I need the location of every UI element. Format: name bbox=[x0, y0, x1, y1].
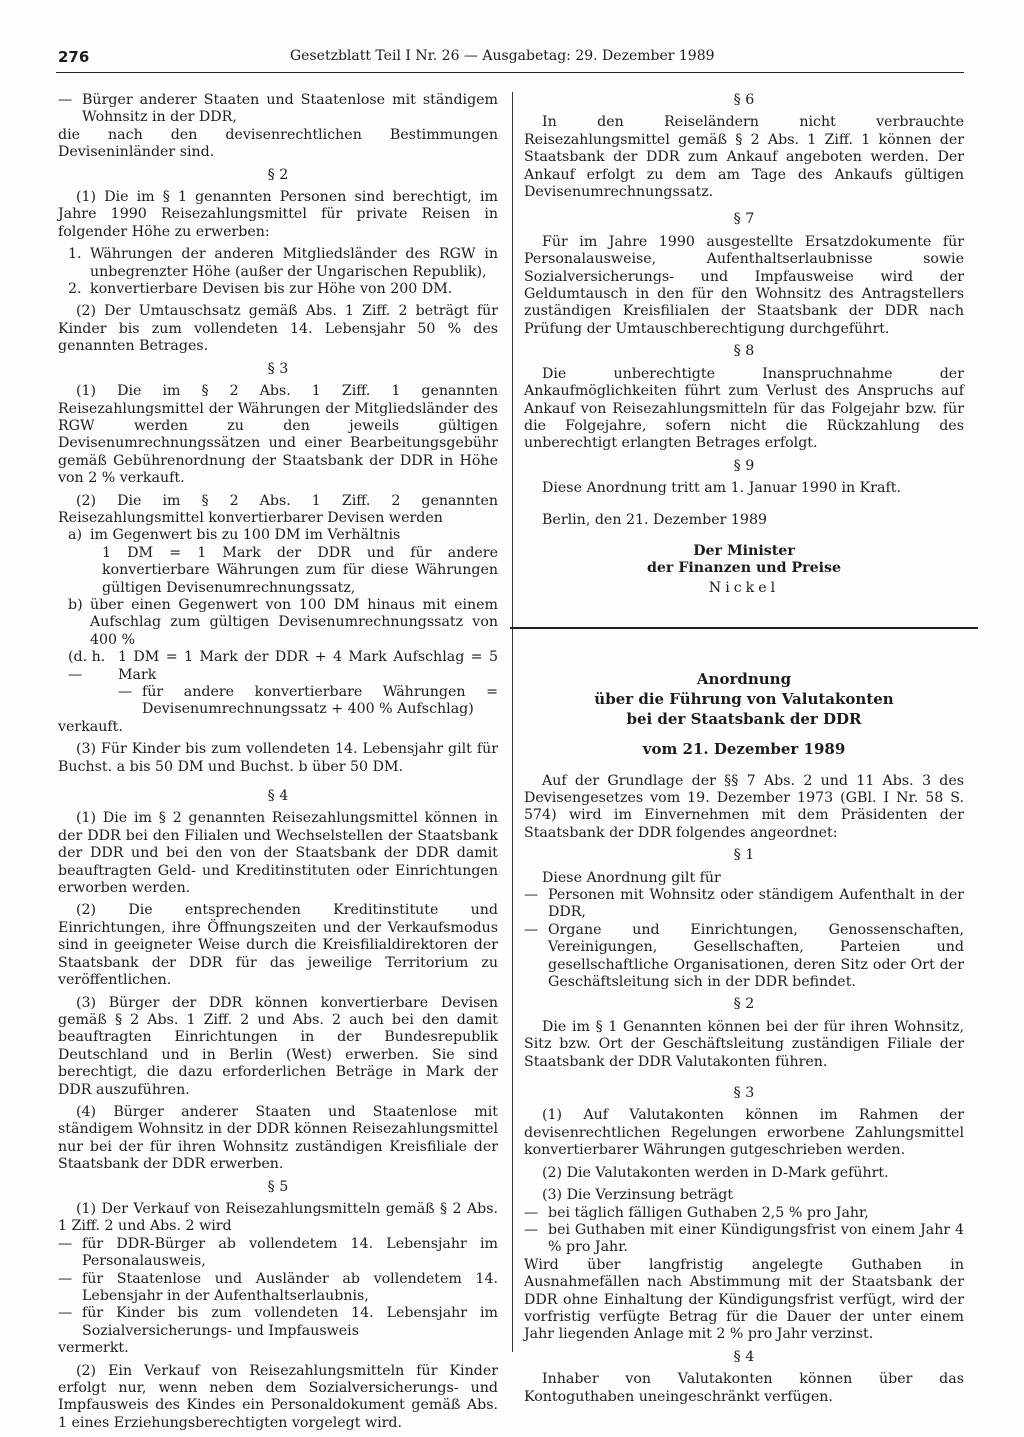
section-heading: § 8 bbox=[733, 343, 755, 360]
section-heading: § 9 bbox=[733, 457, 755, 474]
signature-title: Der Minister bbox=[693, 542, 795, 559]
section-heading: § 4 bbox=[733, 1348, 755, 1365]
paragraph: (1) Die im § 2 genannten Reisezahlungsmittel können in der DDR bei den Filialen und Wechselstellen der Staatsbank der DDR und bei den von der Staatsbank der DDR damit beauftragten Geld- und Kreditinstituten oder Einrichtungen erworben werden. bbox=[58, 810, 498, 897]
page-header bbox=[58, 48, 962, 74]
left-column bbox=[58, 92, 498, 1437]
page-number: 276 bbox=[58, 48, 90, 66]
paragraph: Inhaber von Valutakonten können über das Kontoguthaben uneingeschränkt verfügen. bbox=[524, 1371, 964, 1405]
running-title: Gesetzblatt Teil I Nr. 26 — Ausgabetag: 29. Dezember 1989 bbox=[290, 48, 715, 64]
list-item: — Bürger anderer Staaten und Staatenlose mit ständigem Wohnsitz in der DDR, bbox=[58, 92, 498, 126]
list-item: — Organe und Einrichtungen, Genossenschaften, Vereinigungen, Gesellschaften, Parteien und gesellschaftliche Organisationen, deren Sitz oder Ort der Geschäftsleitung sich in der DDR befindet. bbox=[524, 921, 964, 991]
paragraph: (1) Die im § 2 Abs. 1 Ziff. 1 genannten Reisezahlungsmittel der Währungen der Mitgliedsländer des RGW werden zu den jeweils gültigen Devisenumrechnungssätzen und einer Bearbeitungsgebühr gemäß Gebührenordnung der Staatsbank der DDR in Höhe von 2 % verkauft. bbox=[58, 383, 498, 487]
signatory-name: Nickel bbox=[708, 579, 780, 596]
section-heading: § 2 bbox=[267, 166, 289, 183]
paragraph: (2) Die Valutakonten werden in D-Mark geführt. bbox=[542, 1164, 889, 1181]
paragraph: (2) Der Umtauschsatz gemäß Abs. 1 Ziff. 2 beträgt für Kinder bis zum vollendeten 14. Lebensjahr 50 % des genannten Betrages. bbox=[58, 303, 498, 355]
list-item: (d. h. — 1 DM = 1 Mark der DDR + 4 Mark Aufschlag = 5 Mark bbox=[68, 649, 498, 683]
column-divider bbox=[512, 92, 513, 1352]
section-divider bbox=[510, 627, 978, 629]
signature-title: der Finanzen und Preise bbox=[646, 560, 842, 577]
list-item-continuation: 1 DM = 1 Mark der DDR und für andere konvertierbare Währungen zum für diese Währungen gültigen Devisenumrechnungssatz, bbox=[102, 544, 498, 596]
paragraph: (2) Die entsprechenden Kreditinstitute und Einrichtungen, ihre Öffnungszeiten und der Verkaufsmodus sind in geeigneter Weise durch die Kreisfilialdirektoren der Staatsbank der DDR für das jeweilige Territorium zu veröffentlichen. bbox=[58, 902, 498, 989]
list-item: — für Staatenlose und Ausländer ab vollendetem 14. Lebensjahr in der Aufenthaltserlaubnis, bbox=[58, 1270, 498, 1304]
list-item: a) im Gegenwert bis zu 100 DM im Verhältnis bbox=[68, 527, 401, 544]
section-heading: § 5 bbox=[267, 1178, 289, 1195]
section-heading: § 1 bbox=[733, 847, 755, 864]
list-item: 1. Währungen der anderen Mitgliedsländer des RGW in unbegrenzter Höhe (außer der Ungarischen Republik), bbox=[68, 246, 498, 280]
document-date: vom 21. Dezember 1989 bbox=[642, 740, 846, 759]
list-item: 2. konvertierbare Devisen bis zur Höhe von 200 DM. bbox=[68, 281, 453, 298]
place-date: Berlin, den 21. Dezember 1989 bbox=[542, 511, 768, 528]
list-item: — für Kinder bis zum vollendeten 14. Lebensjahr im Sozialversicherungs- und Impfausweis bbox=[58, 1305, 498, 1339]
paragraph: (1) Der Verkauf von Reisezahlungsmitteln gemäß § 2 Abs. 1 Ziff. 2 und Abs. 2 wird bbox=[58, 1200, 498, 1235]
list-item: b) über einen Gegenwert von 100 DM hinaus mit einem Aufschlag zum gültigen Devisenumrechnungssatz von 400 % bbox=[68, 596, 498, 648]
paragraph: Auf der Grundlage der §§ 7 Abs. 2 und 11 Abs. 3 des Devisengesetzes vom 19. Dezember 1973 (GBl. I Nr. 58 S. 574) wird im Einvernehmen mit dem Präsidenten der Staatsbank der DDR folgendes angeordnet: bbox=[524, 772, 964, 841]
section-heading: § 6 bbox=[733, 92, 755, 108]
paragraph: (1) Die im § 1 genannten Personen sind berechtigt, im Jahre 1990 Reisezahlungsmittel für private Reisen in folgender Höhe zu erwerben: bbox=[58, 189, 498, 240]
paragraph: Wird über langfristig angelegte Guthaben in Ausnahmefällen nach Abstimmung mit der Staatsbank der DDR ohne Einhaltung der Kündigungsfrist verfügt, wird der vorfristig verfügte Betrag für die Dauer der unter einem Jahr liegenden Anlage mit 2 % pro Jahr verzinst. bbox=[524, 1256, 964, 1343]
list-item: — bei täglich fälligen Guthaben 2,5 % pro Jahr, bbox=[524, 1204, 869, 1221]
right-column bbox=[524, 92, 964, 1411]
paragraph: Diese Anordnung tritt am 1. Januar 1990 in Kraft. bbox=[542, 480, 901, 497]
paragraph: Diese Anordnung gilt für bbox=[542, 869, 721, 886]
paragraph: Die unberechtigte Inanspruchnahme der Ankaufmöglichkeiten führt zum Verlust des Anspruchs auf Ankauf von Reisezahlungsmitteln für das Folgejahr bzw. für die Folgejahre, sofern nicht die Rückzahlung des unberechtigt erlangten Betrages erfolgt. bbox=[524, 365, 964, 452]
paragraph: (3) Die Verzinsung beträgt bbox=[542, 1187, 734, 1204]
paragraph: (4) Bürger anderer Staaten und Staatenlose mit ständigem Wohnsitz in der DDR können Reisezahlungsmittel nur bei der für ihren Wohnsitz zuständigen Kreisfiliale der Staatsbank der DDR erwerben. bbox=[58, 1103, 498, 1173]
section-heading: § 2 bbox=[733, 996, 755, 1013]
list-item: — Personen mit Wohnsitz oder ständigem Aufenthalt in der DDR, bbox=[524, 887, 964, 921]
document-title: über die Führung von Valutakonten bbox=[594, 690, 894, 709]
paragraph: (1) Auf Valutakonten können im Rahmen der devisenrechtlichen Regelungen erworbene Zahlungsmittel konvertierbarer Währungen gutgeschrieben werden. bbox=[524, 1107, 964, 1159]
section-heading: § 7 bbox=[733, 211, 755, 228]
list-item: — für andere konvertierbare Währungen = Devisenumrechnungssatz + 400 % Aufschlag) bbox=[118, 684, 498, 718]
paragraph: die nach den devisenrechtlichen Bestimmungen Deviseninländer sind. bbox=[58, 126, 498, 161]
document-title: bei der Staatsbank der DDR bbox=[626, 710, 862, 729]
paragraph: (2) Ein Verkauf von Reisezahlungsmitteln für Kinder erfolgt nur, wenn neben dem Sozialversicherungs- und Impfausweis des Kindes ein Personaldokument gemäß Abs. 1 eines Erziehungsberechtigten vorgelegt wird. bbox=[58, 1362, 498, 1431]
paragraph: vermerkt. bbox=[58, 1340, 129, 1357]
header-rule bbox=[56, 72, 964, 73]
paragraph: Die im § 1 Genannten können bei der für ihren Wohnsitz, Sitz bzw. Ort der Geschäftsleitung zuständigen Filiale der Staatsbank der DDR Valutakonten führen. bbox=[524, 1018, 964, 1070]
paragraph: (3) Für Kinder bis zum vollendeten 14. Lebensjahr gilt für Buchst. a bis 50 DM und Buchst. b über 50 DM. bbox=[58, 741, 498, 775]
section-heading: § 4 bbox=[267, 788, 289, 805]
list-item: — für DDR-Bürger ab vollendetem 14. Lebensjahr im Personalausweis, bbox=[58, 1235, 498, 1270]
paragraph: (2) Die im § 2 Abs. 1 Ziff. 2 genannten Reisezahlungsmittel konvertierbarer Devisen werden bbox=[58, 492, 498, 526]
list-item: — bei Guthaben mit einer Kündigungsfrist von einem Jahr 4 % pro Jahr. bbox=[524, 1221, 964, 1256]
paragraph: (3) Bürger der DDR können konvertierbare Devisen gemäß § 2 Abs. 1 Ziff. 2 und Abs. 2 auch bei den damit beauftragten Einrichtungen in der Bundesrepublik Deutschland und in Berlin (West) erwerben. Sie sind berechtigt, die dazu erforderlichen Beträge in Mark der DDR auszuführen. bbox=[58, 994, 498, 1098]
paragraph: Für im Jahre 1990 ausgestellte Ersatzdokumente für Personalausweise, Aufenthaltserlaubnisse sowie Sozialversicherungs- und Impfausweise wird der Geldumtausch in den für den Wohnsitz des Antragstellers zuständigen Kreisfilialen der Staatsbank der DDR nach Prüfung der Umtauschberechtigung durchgeführt. bbox=[524, 233, 964, 337]
document-title: Anordnung bbox=[696, 670, 792, 689]
paragraph: verkauft. bbox=[58, 718, 123, 735]
paragraph: In den Reiseländern nicht verbrauchte Reisezahlungsmittel gemäß § 2 Abs. 1 Ziff. 1 können der Staatsbank der DDR zum Ankauf angeboten werden. Der Ankauf erfolgt zu dem am Tage des Ankaufs gültigen Devisenumrechnungssatz. bbox=[524, 114, 964, 201]
section-heading: § 3 bbox=[267, 360, 289, 377]
section-heading: § 3 bbox=[733, 1085, 755, 1102]
